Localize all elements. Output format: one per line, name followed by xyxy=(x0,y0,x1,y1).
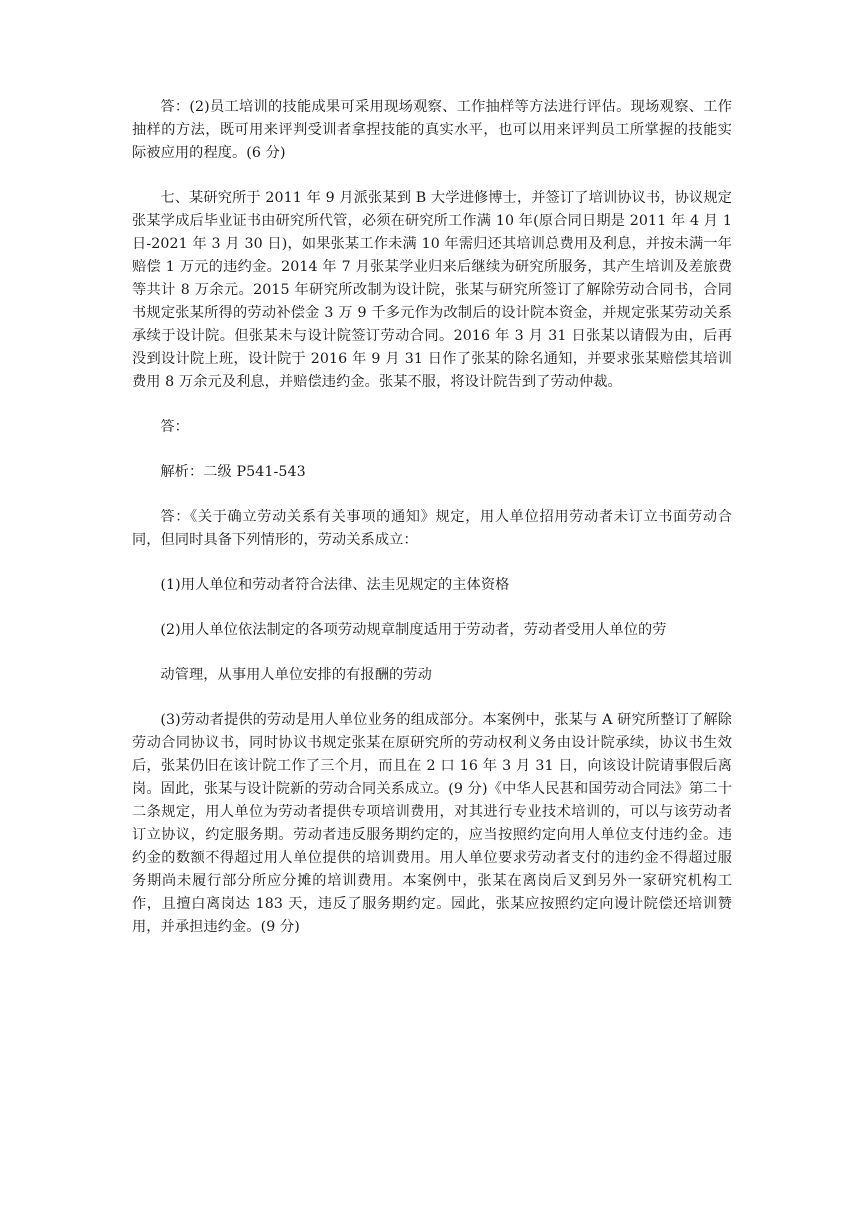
paragraph-spacer xyxy=(132,165,732,187)
paragraph-spacer xyxy=(132,642,732,664)
paragraph-spacer xyxy=(132,597,732,619)
answer-paragraph-skill-evaluation: 答：(2)员工培训的技能成果可采用现场观察、工作抽样等方法进行评估。现场观察、工作抽样的方法，既可用来评判受训者拿捏技能的真实水平，也可以用来评判员工所掌握的技能实际被应用的程度。(6 分) xyxy=(132,99,732,161)
case-paragraph-seven: 七、某研究所于 2011 年 9 月派张某到 B 大学进修博士，并签订了培训协议书，协议规定张某学成后毕业证书由研究所代管，必须在研究所工作满 10 年(原合同日期是 2011 年 4 月 1 日-2021 年 3 月 30 日)，如果张某工作未满 10 年需归还其培训总费用及利息，并按未满一年赔偿 1 万元的违约金。2014 年 7 月张某学业归来后继续为研究所服务，其产生培训及差旅费等共计 8 万余元。2015 年研究所改制为设计院，张某与研究所签订了解除劳动合同书，合同书规定张某所得的劳动补偿金 3 万 9 千多元作为改制后的设计院本资金，并规定张某劳动关系承续于设计院。但张某未与设计院签订劳动合同。2016 年 3 月 31 日张某以请假为由，后再没到设计院上班，设计院于 2016 年 9 月 31 日作了张某的除名通知，并要求张某赔偿其培训费用 8 万余元及利息，并赔偿违约金。张某不服，将设计院告到了劳动仲裁。 xyxy=(132,190,732,390)
condition-item-2: (2)用人单位依法制定的各项劳动规章制度适用于劳动者，劳动者受用人单位的劳 xyxy=(160,622,667,638)
paragraph-spacer xyxy=(132,439,732,461)
analysis-reference: 解析：二级 P541-543 xyxy=(160,464,306,480)
document-body xyxy=(132,96,732,939)
condition-item-1: (1)用人单位和劳动者符合法律、法圭见规定的主体资格 xyxy=(160,577,510,593)
answer-label: 答： xyxy=(160,419,189,435)
paragraph-spacer xyxy=(132,552,732,574)
paragraph-spacer xyxy=(132,394,732,416)
condition-item-3-analysis: (3)劳动者提供的劳动是用人单位业务的组成部分。本案例中，张某与 A 研究所整订了解除劳动合同协议书，同时协议书规定张某在原研究所的劳动权利义务由设计院承续，协议书生效后，张某仍旧在该计院工作了三个月，而且在 2 口 16 年 3 月 31 日，向该设计院请事假后离岗。固此，张某与设计院新的劳动合同关系成立。(9 分)《中华人民甚和国劳动合同法》第二十二条规定，用人单位为劳动者提供专项培训费用，对其进行专业技术培训的，可以与该劳动者订立协议，约定服务期。劳动者违反服务期约定的，应当按照约定向用人单位支付违约金。违约金的数额不得超过用人单位提供的培训费用。用人单位要求劳动者支付的违约金不得超过服务期尚未履行部分所应分摊的培训费用。本案例中，张某在离岗后叉到另外一家研究机构工作，且擅白离岗达 183 天，违反了服务期约定。园此，张某应按照约定向谩计院偿还培训赞用，并承担违约金。(9 分) xyxy=(132,712,732,935)
condition-item-2-continued: 动管理，从事用人单位安排的有报酬的劳动 xyxy=(160,667,432,683)
answer-notice-paragraph: 答：《关于确立劳动关系有关事项的通知》规定，用人单位招用劳动者未订立书面劳动合同，但同时具备下列情形的，劳动关系成立： xyxy=(132,509,732,548)
paragraph-spacer xyxy=(132,687,732,709)
paragraph-spacer xyxy=(132,484,732,506)
